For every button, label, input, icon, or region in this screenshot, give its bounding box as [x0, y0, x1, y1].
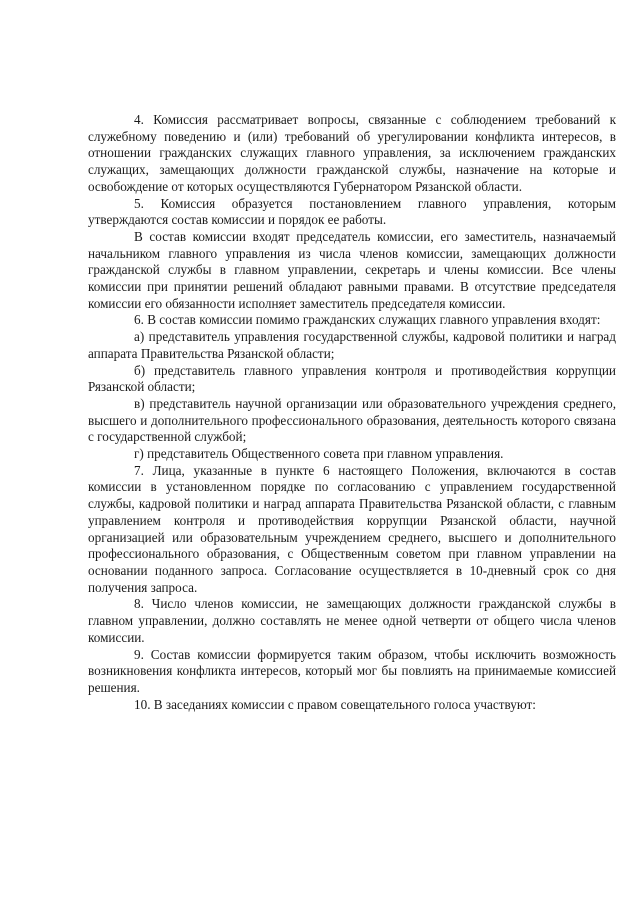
paragraph-6-g: г) представитель Общественного совета при главном управления. — [134, 446, 504, 462]
paragraph-commission-composition: В состав комиссии входят председатель комиссии, его заместитель, назначаемый начальником главного управления из числа членов комиссии, замещающих должности гражданской службы в главном управлении, секретарь и члены комиссии. Все члены комиссии при принятии решений обладают равными правами. В отсутствие председателя комиссии его обязанности исполняет заместитель председателя комиссии. — [88, 228, 616, 311]
paragraph-9: 9. Состав комиссии формируется таким образом, чтобы исключить возможность возникновения конфликта интересов, который мог бы повлиять на принимаемые комиссией решения. — [88, 646, 616, 695]
paragraph-6-b: б) представитель главного управления контроля и противодействия коррупции Рязанской области; — [88, 362, 616, 395]
document-body — [88, 112, 616, 713]
paragraph-10: 10. В заседаниях комиссии с правом совещательного голоса участвуют: — [134, 696, 536, 712]
paragraph-7: 7. Лица, указанные в пункте 6 настоящего Положения, включаются в состав комиссии в установленном порядке по согласованию с управлением государственной службы, кадровой политики и наград аппарата Правительства Рязанской области, с главным управлением контроля и противодействия коррупции Рязанской области, научной организацией или образовательным учреждением среднего, высшего и дополнительного профессионального образования, с Общественным советом при главном управлении на основании поданного запроса. Согласование осуществляется в 10-дневный срок со дня получения запроса. — [88, 462, 616, 595]
paragraph-4: 4. Комиссия рассматривает вопросы, связанные с соблюдением требований к служебному поведению и (или) требований об урегулировании конфликта интересов, в отношении гражданских служащих главного управления, за исключением гражданских служащих, замещающих должности гражданской службы, назначение на которые и освобождение от которых осуществляются Губернатором Рязанской области. — [88, 112, 616, 194]
paragraph-5: 5. Комиссия образуется постановлением главного управления, которым утверждаются состав комиссии и порядок ее работы. — [88, 195, 616, 228]
paragraph-8: 8. Число членов комиссии, не замещающих должности гражданской службы в главном управлении, должно составлять не менее одной четверти от общего числа членов комиссии. — [88, 596, 616, 645]
paragraph-6-v: в) представитель научной организации или образовательного учреждения среднего, высшего и дополнительного профессионального образования, деятельность которого связана с государственной службой; — [88, 395, 616, 445]
paragraph-6: 6. В состав комиссии помимо гражданских служащих главного управления входят: — [134, 312, 601, 328]
paragraph-6-a: а) представитель управления государственной службы, кадровой политики и наград аппарата Правительства Рязанской области; — [88, 329, 616, 361]
